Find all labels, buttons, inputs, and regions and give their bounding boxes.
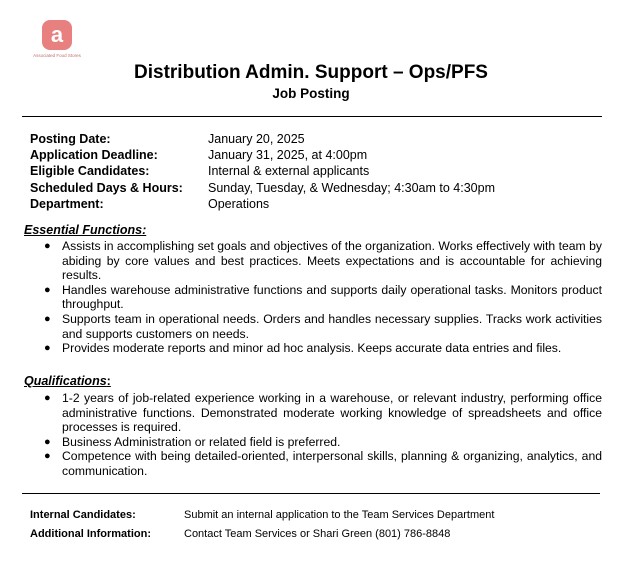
list-item [0,435,602,450]
detail-label: Department: [30,196,104,211]
bullet-icon: ● [44,240,51,252]
list-item-text: 1-2 years of job-related experience working in a warehouse, or relevant industry, performing office administrative functions. Demonstrated moderate working knowledge of spreadsheets and office processes is required. [62,391,602,435]
bullet-icon: ● [44,312,51,325]
list-item [0,449,602,478]
detail-value: Operations [208,196,270,211]
qualifications-heading [24,374,111,388]
bottom-divider [22,493,600,494]
page-subtitle: Job Posting [272,86,350,101]
list-item-text: Handles warehouse administrative functions and supports daily operational tasks. Monitors product throughput. [62,282,602,312]
bullet-icon: ● [44,342,51,355]
qualifications-heading-colon: : [106,374,111,388]
list-item [0,312,602,341]
list-item-text: Provides moderate reports and minor ad hoc analysis. Keeps accurate data entries and files. [62,341,562,356]
essential-functions-heading: Essential Functions: [24,223,147,237]
bullet-icon: ● [44,450,51,463]
detail-value: Sunday, Tuesday, & Wednesday; 4:30am to 4:30pm [208,180,495,195]
list-item-text: Supports team in operational needs. Orders and handles necessary supplies. Tracks work activities and supports customers on needs. [62,311,602,341]
list-item-text: Assists in accomplishing set goals and objectives of the organization. Works effectively with team by abiding by core values and best practices. Meets expectations and is accountable for achieving results. [62,239,602,283]
list-item [0,239,602,283]
list-item [0,391,602,435]
essential-functions-list [0,239,622,356]
list-item-text: Competence with being detailed-oriented, interpersonal skills, planning & organizing, analytics, and communication. [62,449,602,478]
list-item [0,341,602,356]
bullet-icon: ● [44,392,51,404]
footer-value: Submit an internal application to the Team Services Department [184,509,495,521]
logo-icon [42,20,72,50]
bullet-icon: ● [44,435,51,448]
footer-label: Internal Candidates: [30,509,136,521]
detail-label: Scheduled Days & Hours: [30,180,183,195]
footer-value: Contact Team Services or Shari Green (801) 786-8848 [184,528,451,540]
qualifications-list [0,391,622,479]
page-title: Distribution Admin. Support – Ops/PFS [134,62,488,83]
detail-label: Posting Date: [30,132,111,146]
bullet-icon: ● [44,283,51,296]
detail-value: January 31, 2025, at 4:00pm [208,148,368,163]
logo-caption: Associated Food Stores [33,53,81,58]
detail-value: January 20, 2025 [208,132,305,146]
detail-label: Eligible Candidates: [30,164,150,179]
list-item-text: Business Administration or related field is preferred. [62,434,341,449]
detail-value: Internal & external applicants [208,164,370,179]
qualifications-heading-text: Qualifications [24,374,107,388]
footer-label: Additional Information: [30,528,151,540]
top-divider [22,116,602,117]
detail-label: Application Deadline: [30,148,158,163]
list-item [0,283,602,312]
company-logo [22,20,92,58]
logo-letter: a [50,22,64,47]
